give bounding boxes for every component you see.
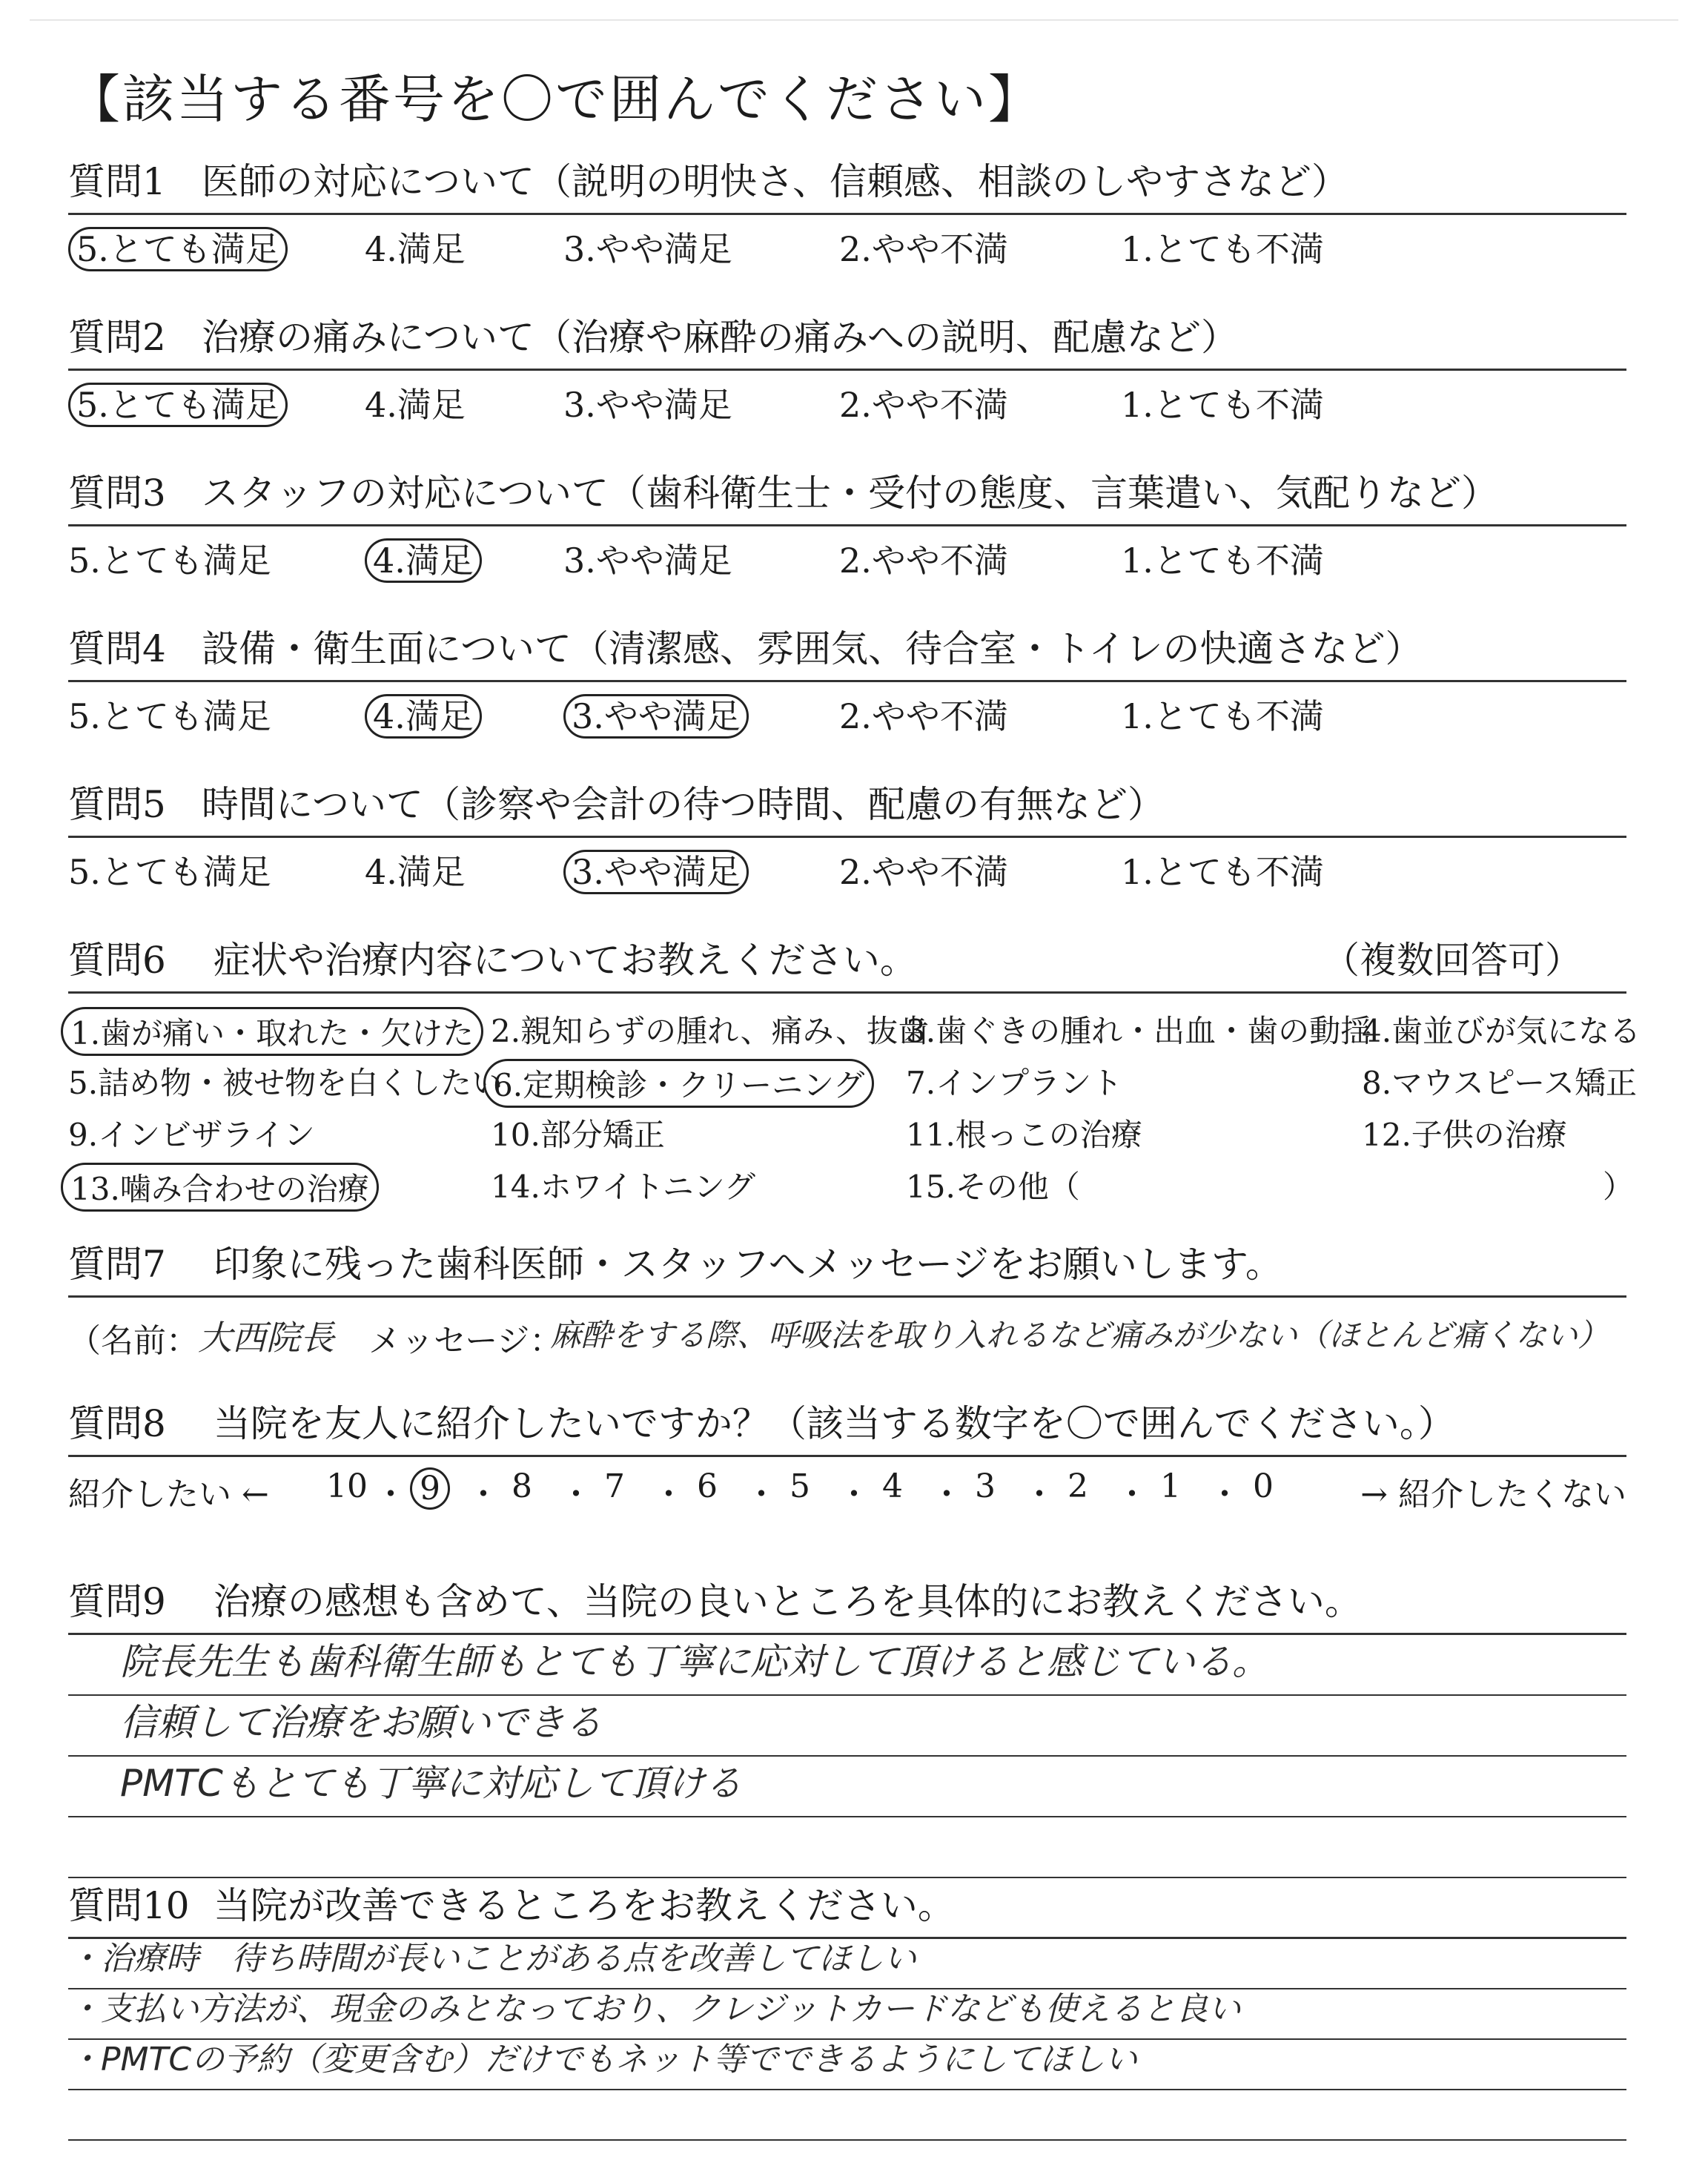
question-header xyxy=(68,152,1626,213)
rating-option-label: 2.やや不満 xyxy=(839,229,1008,269)
question-number: 質問4 xyxy=(68,627,166,670)
symptom-option[interactable]: 12.子供の治療 xyxy=(1362,1117,1567,1153)
rating-options xyxy=(68,526,1626,583)
recommend-score-1[interactable]: 1 xyxy=(1160,1467,1181,1505)
rating-option-3[interactable] xyxy=(563,690,749,739)
symptom-option[interactable]: 15.その他（ xyxy=(906,1169,1080,1205)
rating-option-label: 1.とても不満 xyxy=(1121,385,1324,425)
question-text: 治療の感想も含めて、当院の良いところを具体的にお教えください。 xyxy=(213,1580,1362,1623)
rating-option-4[interactable] xyxy=(365,690,482,739)
rating-option-2[interactable] xyxy=(839,845,1008,894)
answer-text: 信頼して治療をお願いできる xyxy=(120,1701,602,1744)
recommend-score-selected[interactable]: 9 xyxy=(410,1467,450,1510)
scale-separator: ・ xyxy=(838,1476,870,1513)
rating-option-label: 4.満足 xyxy=(365,852,466,892)
rating-option-label: 4.満足 xyxy=(365,385,466,425)
scale-separator: ・ xyxy=(930,1476,963,1513)
question-10-header xyxy=(68,1876,1626,1937)
question-header xyxy=(68,463,1626,524)
question-text: 治療の痛みについて（治療や麻酔の痛みへの説明、配慮など） xyxy=(202,316,1238,359)
question-9-header xyxy=(68,1572,1626,1633)
answer-line xyxy=(68,2040,1626,2090)
question-number: 質問2 xyxy=(68,316,166,359)
scale-right-label: → 紹介したくない xyxy=(1360,1476,1626,1513)
symptom-option[interactable]: 3.歯ぐきの腫れ・出血・歯の動揺 xyxy=(906,1013,1372,1049)
rating-options xyxy=(68,371,1626,427)
recommend-score-8[interactable]: 8 xyxy=(512,1467,532,1505)
symptom-options xyxy=(68,994,1641,1209)
question-8-header xyxy=(68,1394,1626,1455)
symptom-option[interactable]: 11.根っこの治療 xyxy=(906,1117,1142,1153)
rating-option-label: 1.とても不満 xyxy=(1121,852,1324,892)
recommend-score-6[interactable]: 6 xyxy=(697,1467,718,1505)
question-2 xyxy=(68,308,1626,427)
symptom-option[interactable]: 8.マウスピース矯正 xyxy=(1362,1065,1638,1101)
question-number: 質問3 xyxy=(68,472,166,515)
symptom-option[interactable]: 4.歯並びが気になる xyxy=(1362,1013,1641,1049)
question-header xyxy=(68,619,1626,680)
multi-answer-note: （複数回答可） xyxy=(1323,939,1582,982)
question-10 xyxy=(68,1876,1626,2141)
top-border xyxy=(30,19,1678,21)
rating-option-label: 5.とても満足 xyxy=(68,541,271,581)
question-number: 質問6 xyxy=(68,939,166,982)
scale-separator: ・ xyxy=(560,1476,592,1513)
symptom-option[interactable]: 9.インビザライン xyxy=(68,1117,315,1153)
rating-options xyxy=(68,682,1626,739)
rating-option-label-circled: 3.やや満足 xyxy=(563,694,749,739)
rating-option-1[interactable] xyxy=(1121,534,1324,583)
answer-line xyxy=(68,1696,1626,1757)
scale-separator: ・ xyxy=(1208,1476,1241,1513)
rating-option-label: 5.とても満足 xyxy=(68,696,271,736)
rating-option-label: 2.やや不満 xyxy=(839,696,1008,736)
question-header xyxy=(68,308,1626,369)
recommend-score-2[interactable]: 2 xyxy=(1068,1467,1088,1505)
rating-option-1[interactable] xyxy=(1121,690,1324,739)
question-text: 印象に残った歯科医師・スタッフへメッセージをお願いします。 xyxy=(213,1243,1282,1286)
message-value[interactable]: 麻酔をする際、呼吸法を取り入れるなど痛みが少ない（ほとんど痛くない） xyxy=(550,1317,1609,1353)
rating-option-label: 1.とても不満 xyxy=(1121,229,1324,269)
question-number: 質問8 xyxy=(68,1402,166,1445)
scale-separator: ・ xyxy=(652,1476,685,1513)
rating-option-1[interactable] xyxy=(1121,845,1324,894)
question-5 xyxy=(68,775,1626,894)
improvement-answer[interactable] xyxy=(68,1939,1626,2141)
rating-option-label: 1.とても不満 xyxy=(1121,696,1324,736)
rating-option-label-circled: 5.とても満足 xyxy=(68,227,288,271)
answer-text: ・治療時 待ち時間が長いことがある点を改善してほしい xyxy=(68,1940,916,1978)
good-points-answer[interactable] xyxy=(68,1635,1626,1878)
rating-option-3[interactable] xyxy=(563,845,749,894)
question-9 xyxy=(68,1572,1626,1878)
symptom-option-selected[interactable]: 6.定期検診・クリーニング xyxy=(483,1059,874,1108)
rating-option-2[interactable] xyxy=(839,222,1008,271)
answer-text: ・PMTCの予約（変更含む）だけでもネット等でできるようにしてほしい xyxy=(68,2041,1138,2078)
question-header xyxy=(68,775,1626,836)
question-4 xyxy=(68,619,1626,739)
question-text: 時間について（診察や会計の待つ時間、配慮の有無など） xyxy=(202,783,1165,826)
symptom-option[interactable]: 7.インプラント xyxy=(906,1065,1123,1101)
recommend-score-0[interactable]: 0 xyxy=(1253,1467,1274,1505)
scale-separator: ・ xyxy=(1116,1476,1148,1513)
rating-options xyxy=(68,838,1626,894)
symptom-option[interactable]: 5.詰め物・被せ物を白くしたい xyxy=(68,1065,503,1101)
rating-option-label: 1.とても不満 xyxy=(1121,541,1324,581)
rating-option-label: 2.やや不満 xyxy=(839,541,1008,581)
message-label: メッセージ： xyxy=(368,1322,563,1360)
question-text: 当院を友人に紹介したいですか？（該当する数字を〇で囲んでください。） xyxy=(213,1402,1455,1445)
recommend-score-5[interactable]: 5 xyxy=(790,1467,810,1505)
rating-option-label-circled: 3.やや満足 xyxy=(563,850,749,894)
rating-option-5[interactable] xyxy=(68,378,288,427)
rating-option-1[interactable] xyxy=(1121,378,1324,427)
question-text: 設備・衛生面について（清潔感、雰囲気、待合室・トイレの快適さなど） xyxy=(202,627,1423,670)
answer-text: 院長先生も歯科衛生師もとても丁寧に応対して頂けると感じている。 xyxy=(120,1640,1269,1683)
rating-option-label: 2.やや不満 xyxy=(839,852,1008,892)
rating-option-5[interactable] xyxy=(68,845,271,894)
symptom-option[interactable]: 14.ホワイトニング xyxy=(491,1169,756,1205)
rating-option-label: 3.やや満足 xyxy=(563,385,732,425)
question-number: 質問1 xyxy=(68,160,166,203)
symptom-option-selected[interactable]: 13.噛み合わせの治療 xyxy=(61,1163,379,1212)
question-7 xyxy=(68,1235,1626,1364)
scale-separator: ・ xyxy=(745,1476,778,1513)
name-value[interactable]: 大西院長 xyxy=(198,1318,334,1358)
rating-option-2[interactable] xyxy=(839,534,1008,583)
recommend-score-10[interactable]: 10 xyxy=(326,1467,368,1505)
question-number: 質問5 xyxy=(68,783,166,826)
question-text: 症状や治療内容についてお教えください。 xyxy=(213,939,917,982)
rating-option-label: 3.やや満足 xyxy=(563,229,732,269)
name-label: （名前： xyxy=(68,1322,199,1360)
recommend-scale xyxy=(68,1457,1626,1516)
rating-option-3[interactable] xyxy=(563,222,732,271)
rating-option-label: 5.とても満足 xyxy=(68,852,271,892)
question-number: 質問7 xyxy=(68,1243,166,1286)
recommend-score-3[interactable]: 3 xyxy=(975,1467,996,1505)
question-number: 質問9 xyxy=(68,1580,166,1623)
page-title: 【該当する番号を〇で囲んでください】 xyxy=(68,69,1042,130)
rating-options xyxy=(68,215,1626,271)
rating-option-label-circled: 4.満足 xyxy=(365,538,482,583)
scale-left-label: 紹介したい ← xyxy=(68,1476,269,1513)
question-text: 当院が改善できるところをお教えください。 xyxy=(213,1884,955,1927)
answer-line xyxy=(68,1757,1626,1817)
question-1 xyxy=(68,152,1626,271)
rating-option-5[interactable] xyxy=(68,534,271,583)
rating-option-label: 2.やや不満 xyxy=(839,385,1008,425)
rating-option-2[interactable] xyxy=(839,690,1008,739)
scale-separator: ・ xyxy=(467,1476,500,1513)
message-row xyxy=(68,1298,1626,1364)
question-3 xyxy=(68,463,1626,583)
rating-option-5[interactable] xyxy=(68,690,271,739)
question-7-header xyxy=(68,1235,1626,1295)
rating-option-2[interactable] xyxy=(839,378,1008,427)
question-text: スタッフの対応について（歯科衛生士・受付の態度、言葉遣い、気配りなど） xyxy=(202,472,1498,515)
scale-separator: ・ xyxy=(374,1476,407,1513)
rating-option-3[interactable] xyxy=(563,534,732,583)
recommend-score-7[interactable]: 7 xyxy=(604,1467,625,1505)
answer-text: ・支払い方法が、現金のみとなっており、クレジットカードなども使えると良い xyxy=(68,1990,1241,2028)
question-8 xyxy=(68,1394,1626,1516)
question-text: 医師の対応について（説明の明快さ、信頼感、相談のしやすさなど） xyxy=(202,160,1348,203)
rating-option-5[interactable] xyxy=(68,222,288,271)
rating-option-1[interactable] xyxy=(1121,222,1324,271)
answer-text: PMTCもとても丁寧に対応して頂ける xyxy=(120,1762,742,1805)
scale-separator: ・ xyxy=(1023,1476,1056,1513)
question-number: 質問10 xyxy=(68,1884,190,1927)
symptom-option[interactable]: 10.部分矯正 xyxy=(491,1117,665,1153)
rating-option-label: 3.やや満足 xyxy=(563,541,732,581)
recommend-score-4[interactable]: 4 xyxy=(882,1467,903,1505)
answer-line xyxy=(68,1817,1626,1878)
symptom-option[interactable]: 2.親知らずの腫れ、痛み、抜歯 xyxy=(491,1013,930,1049)
rating-option-4[interactable] xyxy=(365,378,466,427)
rating-option-label-circled: 4.満足 xyxy=(365,694,482,739)
answer-line xyxy=(68,1635,1626,1696)
rating-option-label-circled: 5.とても満足 xyxy=(68,383,288,427)
rating-option-4[interactable] xyxy=(365,845,466,894)
question-6-header xyxy=(68,931,1626,991)
rating-option-3[interactable] xyxy=(563,378,732,427)
rating-option-4[interactable] xyxy=(365,222,466,271)
rating-option-label: 4.満足 xyxy=(365,229,466,269)
answer-line xyxy=(68,2090,1626,2141)
symptom-option[interactable]: ） xyxy=(1603,1169,1635,1205)
symptom-option-selected[interactable]: 1.歯が痛い・取れた・欠けた xyxy=(61,1007,483,1056)
question-6 xyxy=(68,931,1641,1209)
rating-option-4[interactable] xyxy=(365,534,482,583)
